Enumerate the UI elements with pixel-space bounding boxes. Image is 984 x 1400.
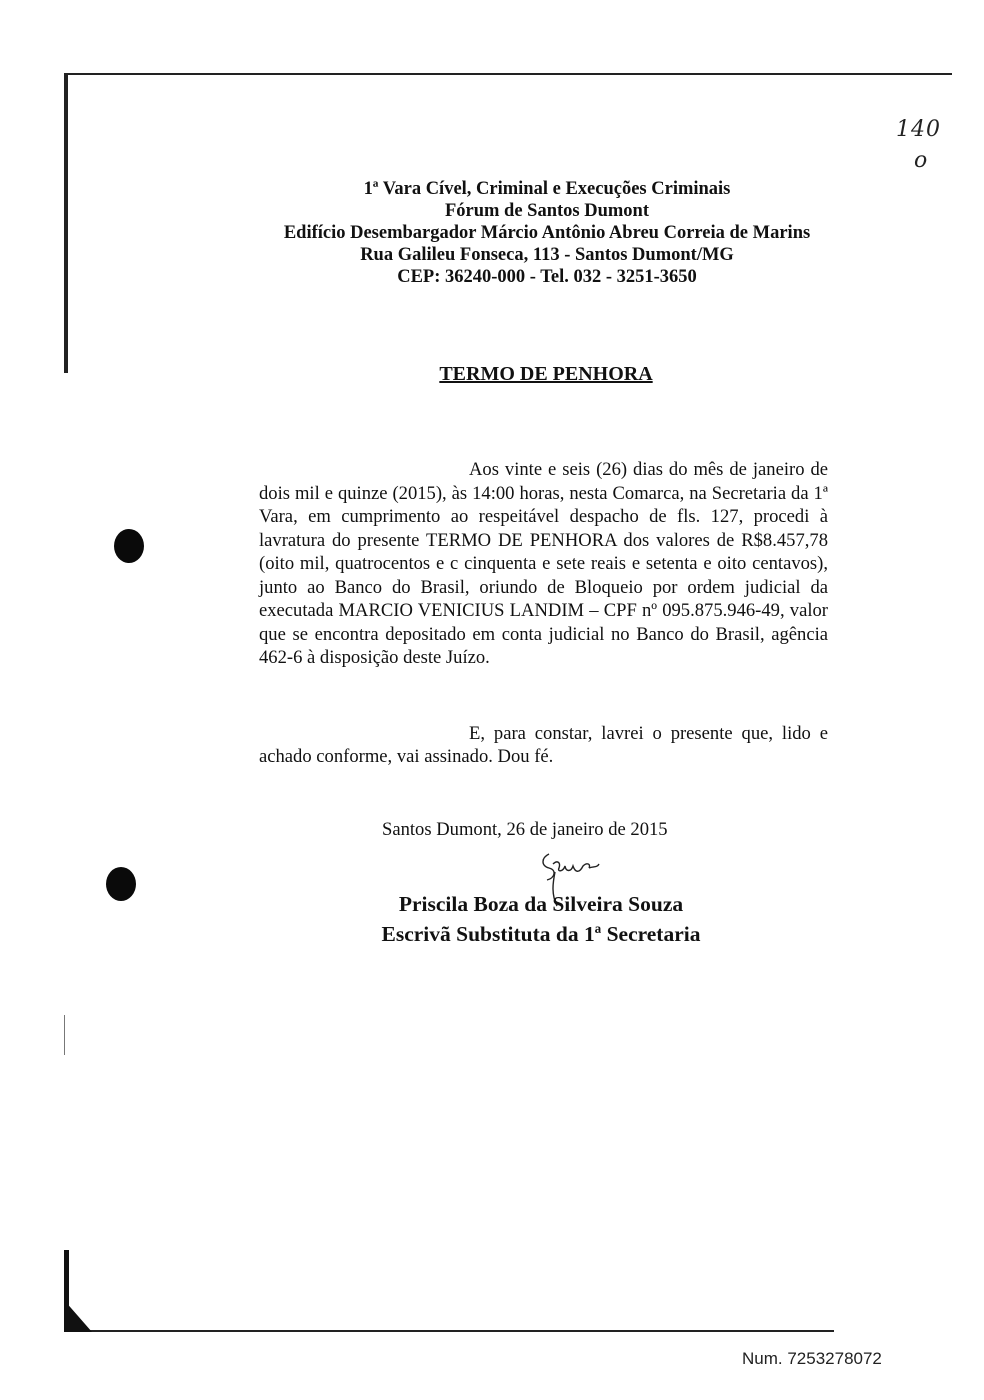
header-forum: Fórum de Santos Dumont bbox=[444, 201, 650, 221]
signatory-role: Escrivã Substituta da 1ª Secretaria bbox=[381, 922, 701, 946]
body-paragraph-text: Aos vinte e seis (26) dias do mês de janeiro de dois mil e quinze (2015), às 14:00 horas, nesta Comarca, na Secretaria da 1ª Vara, em cumprimento ao respeitável despacho de fls. 127, procedi à lavratura do presente TERMO DE PENHORA dos valores de R$8.457,78 (oito mil, quatrocentos e c cinquenta e sete reais e setenta e oito centavos), junto ao Banco do Brasil, oriundo de Bloqueio por ordem judicial da executada MARCIO VENICIUS LANDIM – CPF nº 095.875.946-49, valor que se encontra depositado em conta judicial no Banco do Brasil, agência 462-6 à disposição deste Juízo. bbox=[259, 459, 828, 668]
closing-paragraph bbox=[259, 703, 828, 787]
date-line: Santos Dumont, 26 de janeiro de 2015 bbox=[382, 819, 668, 840]
bottom-corner-wedge bbox=[64, 1300, 92, 1332]
punch-hole-top bbox=[114, 529, 144, 563]
body-paragraph bbox=[259, 458, 828, 670]
closing-paragraph-text: E, para constar, lavrei o presente que, lido e achado conforme, vai assinado. Dou fé. bbox=[259, 722, 828, 768]
document-title: TERMO DE PENHORA bbox=[439, 363, 653, 385]
signatory-name: Priscila Boza da Silveira Souza bbox=[398, 892, 684, 916]
header-address: Rua Galileu Fonseca, 113 - Santos Dumont/MG bbox=[360, 245, 734, 265]
top-border-line bbox=[64, 73, 952, 75]
header-court-name: 1ª Vara Cível, Criminal e Execuções Criminais bbox=[363, 179, 731, 199]
header-building: Edifício Desembargador Márcio Antônio Abreu Correia de Marins bbox=[283, 223, 811, 243]
bottom-border-line bbox=[64, 1330, 834, 1332]
header-contact: CEP: 36240-000 - Tel. 032 - 3251-3650 bbox=[397, 267, 697, 287]
court-header bbox=[0, 178, 984, 288]
handwritten-page-number: 140 bbox=[896, 117, 941, 142]
handwritten-initial: ο bbox=[914, 148, 929, 173]
left-faint-line bbox=[64, 1015, 65, 1055]
document-number: Num. 7253278072 bbox=[742, 1349, 882, 1368]
